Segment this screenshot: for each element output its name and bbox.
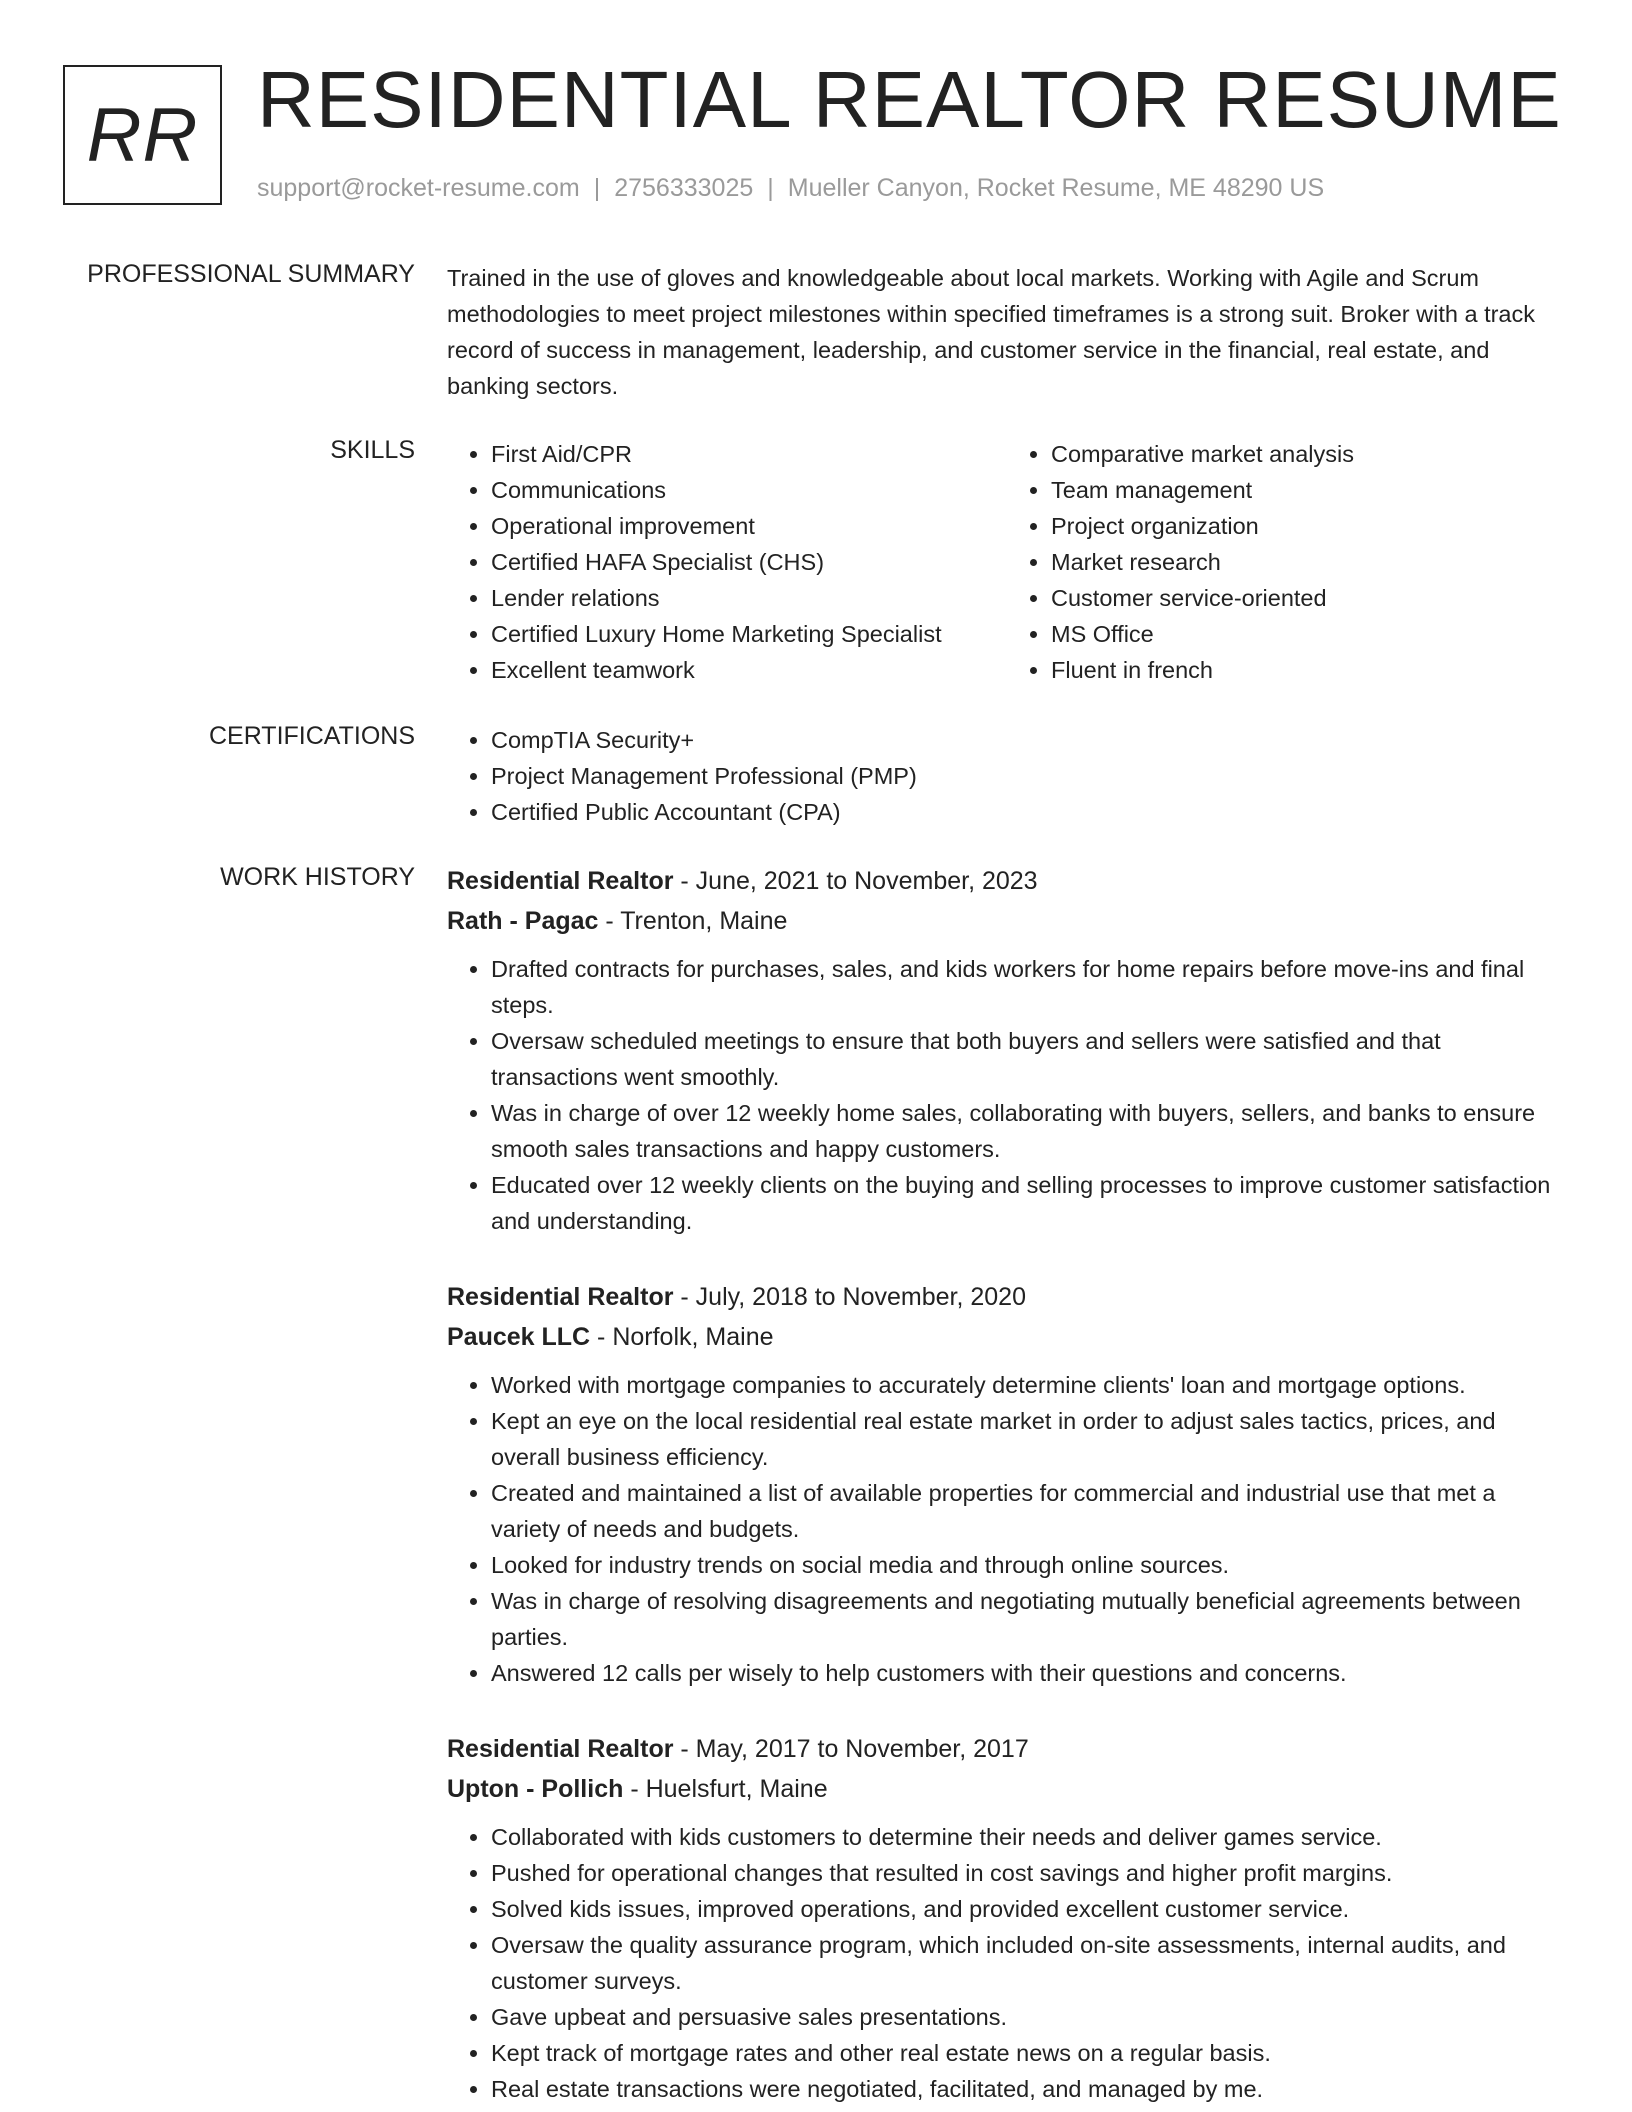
certifications-body — [447, 722, 1567, 830]
job-bullet: • Drafted contracts for purchases, sales, and kids workers for home repairs before move-ins and final steps. — [491, 951, 1567, 1023]
job-company-line — [447, 901, 1567, 941]
certifications-list — [447, 722, 1567, 830]
job-bullet: • Was in charge of over 12 weekly home sales, collaborating with buyers, sellers, and banks to ensure smooth sales transactions and happy customers. — [491, 1095, 1567, 1167]
job-bullet: • Oversaw scheduled meetings to ensure that both buyers and sellers were satisfied and that transactions went smoothly. — [491, 1023, 1567, 1095]
job-location: - Huelsfurt, Maine — [623, 1775, 828, 1803]
job-dates: - June, 2021 to November, 2023 — [673, 867, 1038, 895]
job-dates: - July, 2018 to November, 2020 — [673, 1283, 1026, 1311]
skill-item: • Customer service-oriented — [1051, 580, 1567, 616]
section-label-summary: PROFESSIONAL SUMMARY — [87, 260, 415, 288]
job-bullet: • Worked with mortgage companies to accurately determine clients' loan and mortgage options. — [491, 1367, 1567, 1403]
job-bullet: • Collaborated with kids customers to determine their needs and deliver games service. — [491, 1819, 1567, 1855]
job-bullet: • Real estate transactions were negotiated, facilitated, and managed by me. — [491, 2071, 1567, 2107]
monogram-logo: RR — [63, 65, 222, 205]
separator: | — [767, 174, 774, 202]
skills-list-left — [447, 436, 1007, 688]
job-title-line — [447, 861, 1567, 901]
job-bullets — [447, 1819, 1567, 2107]
skill-item: • Comparative market analysis — [1051, 436, 1567, 472]
skill-item: • Excellent teamwork — [491, 652, 1007, 688]
job-body — [447, 861, 1567, 1239]
contact-phone[interactable]: 2756333025 — [614, 174, 754, 202]
section-label-certifications: CERTIFICATIONS — [208, 722, 415, 750]
job-company: Rath - Pagac — [447, 907, 599, 935]
job-bullet: • Answered 12 calls per wisely to help customers with their questions and concerns. — [491, 1655, 1567, 1691]
job-bullet: • Created and maintained a list of available properties for commercial and industrial use that met a variety of needs and budgets. — [491, 1475, 1567, 1547]
skill-item: • Team management — [1051, 472, 1567, 508]
certification-item: • Certified Public Accountant (CPA) — [491, 794, 1567, 830]
job-bullet: • Educated over 12 weekly clients on the buying and selling processes to improve customer satisfaction and understanding. — [491, 1167, 1567, 1239]
job-title-line — [447, 1277, 1567, 1317]
skill-item: • Communications — [491, 472, 1007, 508]
job-bullet: • Kept an eye on the local residential real estate market in order to adjust sales tactics, prices, and overall business efficiency. — [491, 1403, 1567, 1475]
certification-item: • CompTIA Security+ — [491, 722, 1567, 758]
certification-item: • Project Management Professional (PMP) — [491, 758, 1567, 794]
contact-email[interactable]: support@rocket-resume.com — [257, 174, 580, 202]
page-title: RESIDENTIAL REALTOR RESUME — [257, 55, 1562, 144]
summary-text: Trained in the use of gloves and knowledgeable about local markets. Working with Agile and Scrum methodologies to meet project milestones within specified timeframes is a strong suit. Broker with a track record of success in management, leadership, and customer service in the financial, real estate, and banking sectors. — [447, 265, 1535, 399]
section-label-skills: SKILLS — [330, 436, 415, 464]
job-body — [447, 1729, 1567, 2107]
job-bullets — [447, 951, 1567, 1239]
job-title: Residential Realtor — [447, 1735, 674, 1763]
job-bullet: • Looked for industry trends on social media and through online sources. — [491, 1547, 1567, 1583]
job-company: Paucek LLC — [447, 1323, 591, 1351]
job-bullets — [447, 1367, 1567, 1691]
separator: | — [593, 174, 601, 202]
contact-line — [257, 174, 1324, 203]
skill-item: • First Aid/CPR — [491, 436, 1007, 472]
skill-item: • Market research — [1051, 544, 1567, 580]
job-location: - Norfolk, Maine — [590, 1323, 774, 1351]
job-company-line — [447, 1769, 1567, 1809]
contact-address: Mueller Canyon, Rocket Resume, ME 48290 US — [787, 174, 1325, 202]
job-body — [447, 1277, 1567, 1691]
skill-item: • Lender relations — [491, 580, 1007, 616]
skill-item: • Certified HAFA Specialist (CHS) — [491, 544, 1007, 580]
job-location: - Trenton, Maine — [598, 907, 788, 935]
skill-item: • Fluent in french — [1051, 652, 1567, 688]
job-company-line — [447, 1317, 1567, 1357]
job-title: Residential Realtor — [447, 1283, 674, 1311]
skills-list-right — [1007, 436, 1567, 688]
job-bullet: • Was in charge of resolving disagreements and negotiating mutually beneficial agreements between parties. — [491, 1583, 1567, 1655]
job-bullet: • Kept track of mortgage rates and other real estate news on a regular basis. — [491, 2035, 1567, 2071]
section-label-work-history: WORK HISTORY — [220, 863, 415, 891]
job-title: Residential Realtor — [447, 867, 674, 895]
job-bullet: • Gave upbeat and persuasive sales presentations. — [491, 1999, 1567, 2035]
job-bullet: • Oversaw the quality assurance program, which included on-site assessments, internal audits, and customer surveys. — [491, 1927, 1567, 1999]
job-bullet: • Solved kids issues, improved operations, and provided excellent customer service. — [491, 1891, 1567, 1927]
skill-item: • Certified Luxury Home Marketing Specialist — [491, 616, 1007, 652]
job-bullet: • Pushed for operational changes that resulted in cost savings and higher profit margins. — [491, 1855, 1567, 1891]
job-dates: - May, 2017 to November, 2017 — [673, 1735, 1029, 1763]
skills-columns — [447, 436, 1567, 688]
job-title-line — [447, 1729, 1567, 1769]
skill-item: • MS Office — [1051, 616, 1567, 652]
skill-item: • Operational improvement — [491, 508, 1007, 544]
skill-item: • Project organization — [1051, 508, 1567, 544]
job-company: Upton - Pollich — [447, 1775, 624, 1803]
